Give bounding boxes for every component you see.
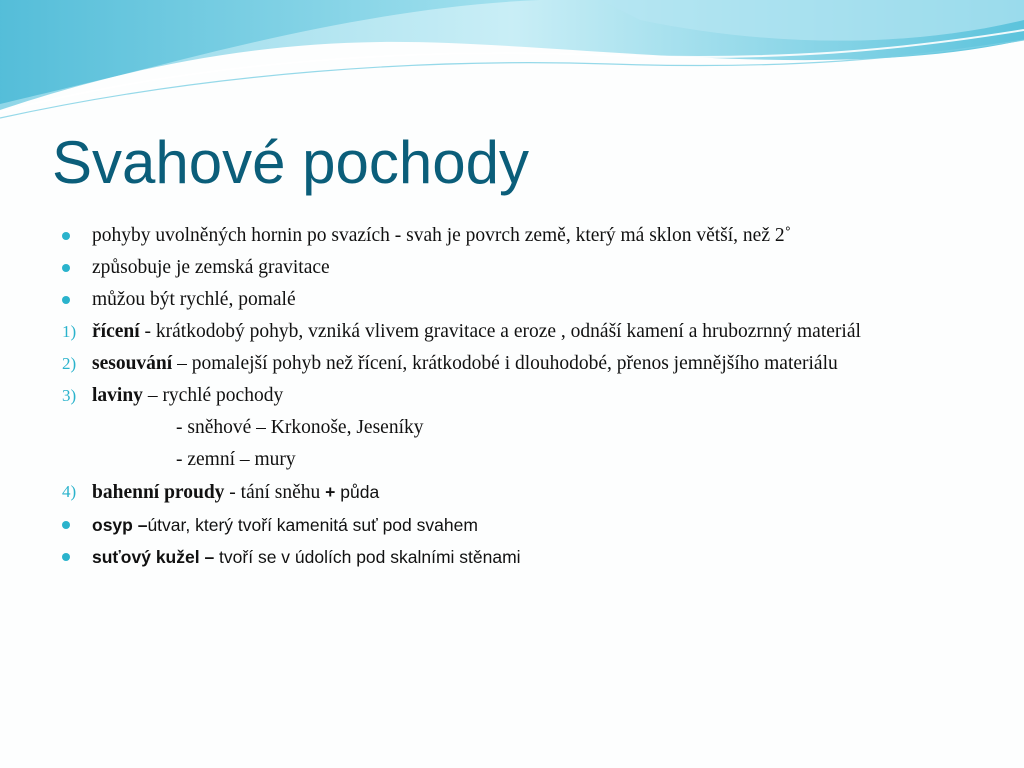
definition: útvar, který tvoří kamenitá suť pod svahem <box>147 515 478 535</box>
definition: – pomalejší pohyb než řícení, krátkodobé i dlouhodobé, přenos jemnějšího materiálu <box>172 353 838 374</box>
term: suťový kužel – <box>92 547 215 567</box>
bullet-icon <box>62 296 70 304</box>
definition: - krátkodobý pohyb, vzniká vlivem gravitace a eroze , odnáší kamení a hrubozrnný materiál <box>139 321 861 342</box>
definition: – rychlé pochody <box>142 385 284 406</box>
list-item <box>62 318 992 346</box>
plus-sign: + <box>325 482 336 502</box>
list-item-text <box>62 350 992 378</box>
page-title: Svahové pochody <box>52 129 530 196</box>
list-item-text: způsobuje je zemská gravitace <box>92 257 330 278</box>
term: řícení <box>92 321 140 342</box>
term: sesouvání <box>92 353 173 374</box>
list-number: 1) <box>62 322 77 341</box>
list-item-text <box>62 511 992 539</box>
list-item <box>62 254 992 282</box>
list-item-text <box>62 478 992 507</box>
bullet-icon <box>62 264 70 272</box>
list-item <box>62 511 992 539</box>
list-item <box>62 286 992 314</box>
list-item <box>62 222 992 250</box>
term: bahenní proudy <box>92 482 225 503</box>
term: osyp – <box>92 515 148 535</box>
list-item-text <box>62 382 992 410</box>
definition: tvoří se v údolích pod skalními stěnami <box>214 547 521 567</box>
list-item <box>62 350 992 378</box>
bullet-icon <box>62 553 70 561</box>
content-list <box>62 222 992 575</box>
list-item-text: můžou být rychlé, pomalé <box>92 289 296 310</box>
list-number: 3) <box>62 386 77 405</box>
sub-item: - zemní – mury <box>176 449 296 470</box>
list-number: 4) <box>62 482 77 501</box>
list-item-text <box>62 543 992 571</box>
list-item-text <box>62 318 992 346</box>
list-item <box>62 382 992 410</box>
definition-end: půda <box>335 482 380 502</box>
term: laviny <box>92 385 143 406</box>
bullet-icon <box>62 521 70 529</box>
definition: - tání sněhu <box>224 482 326 503</box>
bullet-icon <box>62 232 70 240</box>
list-number: 2) <box>62 354 77 373</box>
sub-item: - sněhové – Krkonoše, Jeseníky <box>176 417 424 438</box>
wave-decoration <box>0 0 1024 130</box>
list-item <box>62 478 992 507</box>
list-item-text: pohyby uvolněných hornin po svazích - svah je povrch země, který má sklon větší, než 2˚ <box>92 225 792 246</box>
list-item <box>62 543 992 571</box>
